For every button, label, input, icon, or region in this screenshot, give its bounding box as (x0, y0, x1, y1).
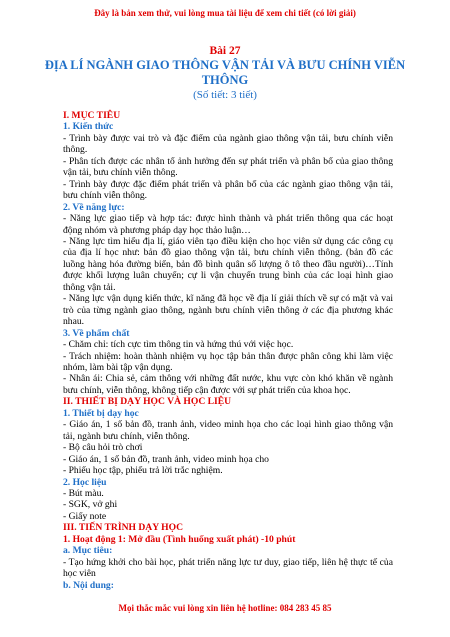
paragraph: - Phân tích được các nhân tố ảnh hưởng đến sự phát triển và phân bố của giao thông vận tải, bưu chính viễn thông. (63, 155, 393, 179)
document-title: ĐỊA LÍ NGÀNH GIAO THÔNG VẬN TẢI VÀ BƯU CHÍNH VIỄN THÔNG (44, 58, 406, 87)
subsection-heading: b. Nội dung: (63, 579, 114, 591)
paragraph: - Tạo hứng khởi cho bài học, phát triển năng lực tư duy, giao tiếp, liên hệ thực tế của học viên (63, 556, 393, 580)
lesson-number: Bài 27 (209, 45, 241, 57)
section-heading: II. THIẾT BỊ DẠY HỌC VÀ HỌC LIỆU (63, 396, 232, 408)
subsection-heading: 1. Kiến thức (63, 121, 114, 133)
paragraph: - Trình bày được đặc điểm phát triển và phân bố của các ngành giao thông vận tải, bưu chính viễn thông. (63, 178, 393, 202)
paragraph: - Năng lực tìm hiểu địa lí, giáo viên tạo điều kiện cho học viên sử dụng các công cụ của địa lí học như: bản đồ giao thông vận tải, bưu chính viễn thông. (bản đồ các luồng hàng hóa đường biển, bản đồ bình quân số lượng ô tô theo đầu người)…Tính được khối lượng luân chuyển; cự li vận chuyển trung bình của các loại hình giao thông vận tải. (63, 235, 393, 293)
document-body (63, 110, 393, 591)
paragraph: - Giấy note (63, 510, 107, 522)
section-heading: III. TIẾN TRÌNH DẠY HỌC (63, 522, 184, 534)
activity-heading: 1. Hoạt động 1: Mở đầu (Tình huống xuất phát) -10 phút (63, 533, 296, 545)
paragraph: - Giáo án, 1 số bản đồ, tranh ảnh, video minh họa cho (63, 453, 269, 465)
paragraph: - Chăm chỉ: tích cực tìm thông tin và hứng thú với việc học. (63, 339, 294, 351)
section-heading: I. MỤC TIÊU (63, 110, 121, 121)
paragraph: - Năng lực vận dụng kiến thức, kĩ năng đã học về địa lí giải thích về sự có mặt và vai trò của từng ngành giao thông, ngành bưu chính viễn thông ở các địa phương khác nhau. (63, 293, 393, 328)
subsection-heading: a. Mục tiêu: (63, 545, 113, 557)
preview-banner: Đây là bản xem thử, vui lòng mua tài liệu để xem chi tiết (có lời giải) (94, 8, 356, 18)
paragraph: - Bút màu. (63, 487, 104, 499)
paragraph: - Trách nhiệm: hoàn thành nhiệm vụ học tập bản thân được phân công khi làm việc nhóm, làm bài tập vận dụng. (63, 350, 393, 373)
paragraph: - Phiếu học tập, phiếu trả lời trắc nghiệm. (63, 465, 223, 477)
subsection-heading: 3. Về phẩm chất (63, 327, 130, 339)
paragraph: - Giáo án, 1 số bản đồ, tranh ảnh, video minh họa cho các loại hình giao thông vận tải, ngành bưu chính, viễn thông. (63, 419, 393, 442)
paragraph: - SGK, vở ghi (63, 499, 118, 511)
paragraph: - Năng lực giao tiếp và hợp tác: được hình thành và phát triển thông qua các hoạt động nhóm và phương pháp dạy học thảo luận… (63, 213, 393, 236)
subsection-heading: 1. Thiết bị dạy học (63, 407, 139, 419)
paragraph: - Nhân ái: Chia sẻ, cảm thông với những đất nước, khu vực còn khó khăn về ngành bưu chính, viễn thông, không tiếp cận được với sự phát triển của khoa học. (63, 373, 393, 396)
hotline-footer: Mọi thắc mắc vui lòng xin liên hệ hotline: 084 283 45 85 (118, 603, 332, 613)
subsection-heading: 2. Học liệu (63, 476, 107, 488)
subsection-heading: 2. Về năng lực: (63, 201, 125, 213)
title-block (40, 44, 410, 102)
paragraph: - Trình bày được vai trò và đặc điểm của ngành giao thông vận tải, bưu chính viễn thông. (63, 132, 393, 156)
paragraph: - Bộ câu hỏi trò chơi (63, 442, 143, 454)
document-subtitle: (Số tiết: 3 tiết) (193, 89, 257, 101)
